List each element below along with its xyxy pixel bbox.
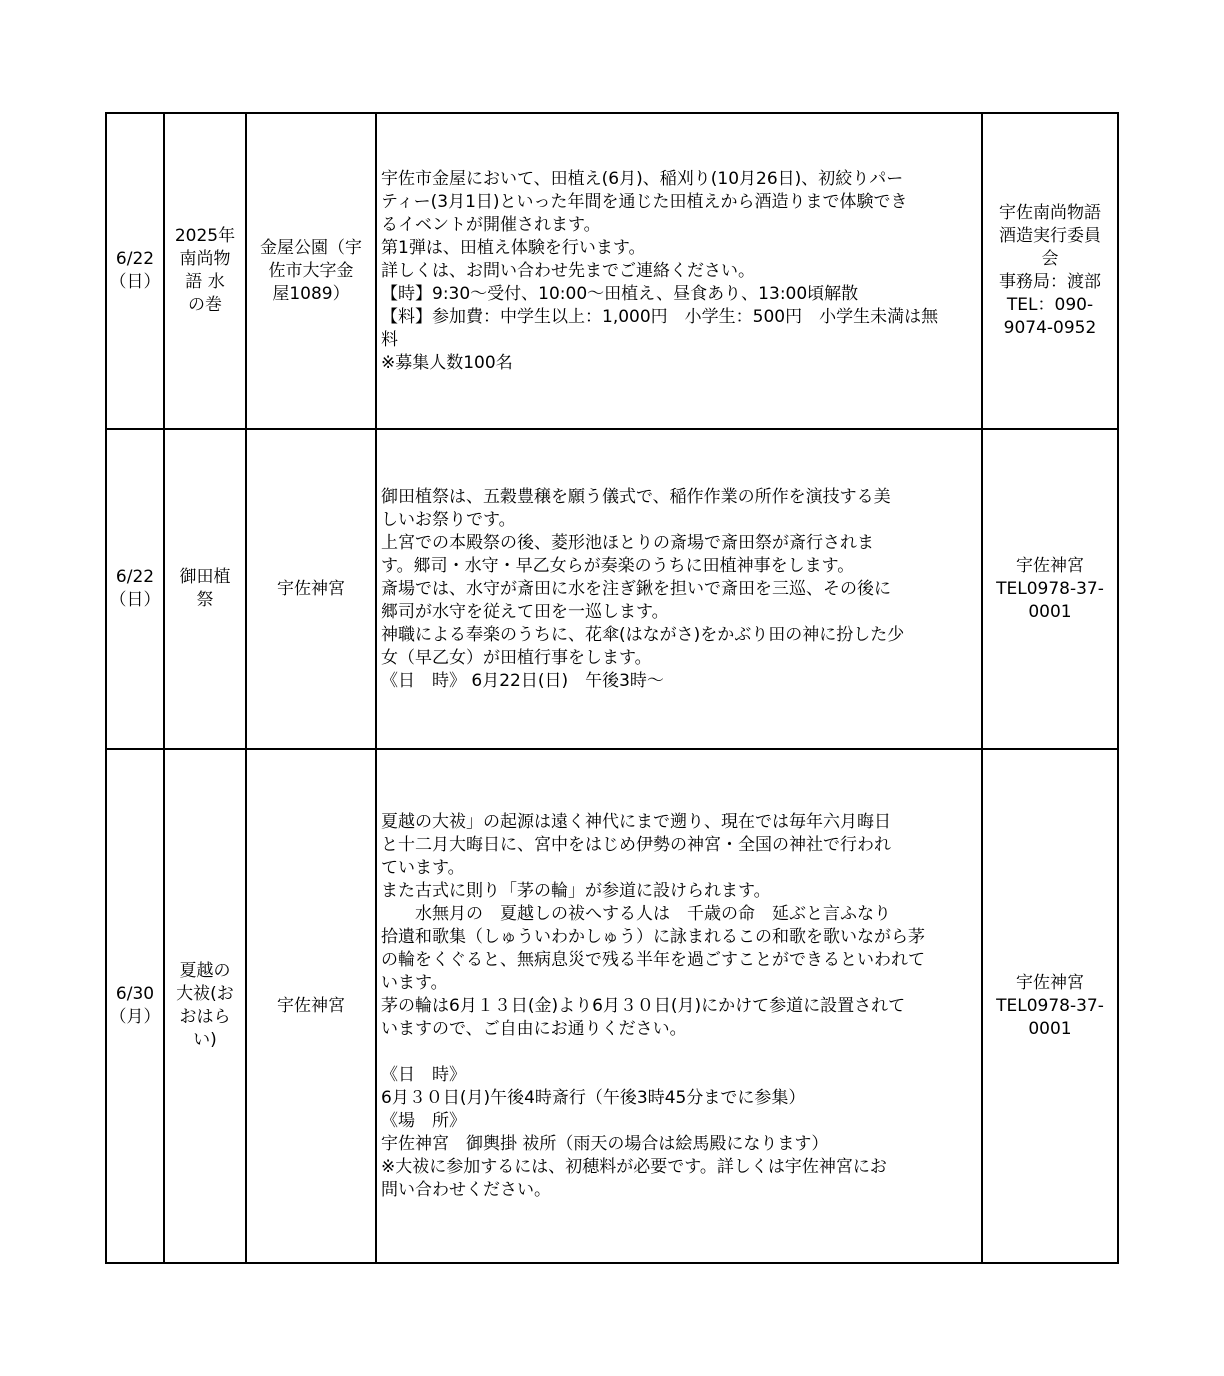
event-venue-line: 金屋公園（宇	[260, 237, 362, 258]
event-name-line: おはら	[179, 1007, 231, 1027]
event-detail-line: 夏越の大祓」の起源は遠く神代にまで遡り、現在では毎年六月晦日	[381, 811, 891, 832]
event-detail-line: 宇佐市金屋において、田植え(6月)、稲刈り(10月26日)、初絞りパー	[381, 168, 904, 189]
event-detail-line: 拾遺和歌集（しゅういわかしゅう）に詠まれるこの和歌を歌いながら茅	[381, 926, 925, 947]
event-detail-line: いますので、ご自由にお通りください。	[381, 1018, 687, 1039]
event-detail-line: 第1弾は、田植え体験を行います。	[381, 237, 646, 258]
event-detail-line	[381, 1041, 977, 1064]
event-name-line: 語 水	[185, 272, 225, 292]
event-venue-line: 屋1089）	[272, 283, 350, 304]
event-row	[106, 749, 1118, 1263]
event-detail-line: と十二月大晦日に、宮中をはじめ伊勢の神宮・全国の神社で行われ	[381, 834, 891, 855]
event-detail-line: また古式に則り「茅の輪」が参道に設けられます。	[381, 880, 771, 901]
event-detail-line: ※募集人数100名	[381, 352, 513, 373]
event-detail-line: 《日 時》	[381, 1064, 466, 1085]
event-detail-cell	[376, 113, 982, 429]
event-contact-cell	[982, 113, 1118, 429]
event-detail-cell	[376, 429, 982, 749]
event-detail-line: ※大祓に参加するには、初穂料が必要です。詳しくは宇佐神宮にお	[381, 1156, 887, 1177]
event-detail-line: 茅の輪は6月１３日(金)より6月３０日(月)にかけて参道に設置されて	[381, 995, 906, 1016]
event-detail-line: しいお祭りです。	[381, 509, 516, 530]
event-name-cell	[164, 429, 246, 749]
event-name-line: 2025年	[174, 226, 236, 246]
event-detail-line: 郷司が水守を従えて田を一巡します。	[381, 601, 669, 622]
event-venue-cell	[246, 429, 376, 749]
event-name-line: 御田植	[179, 567, 231, 587]
event-contact-line: TEL0978-37-	[996, 578, 1104, 599]
event-contact-line: TEL：090-	[1006, 295, 1094, 315]
event-row	[106, 429, 1118, 749]
event-detail-line: 女（早乙女）が田植行事をします。	[381, 647, 652, 668]
event-contact-line: 酒造実行委員	[999, 226, 1101, 246]
events-table	[105, 112, 1119, 1264]
event-contact-line: 事務局：渡部	[999, 272, 1101, 292]
event-date: 6/30	[115, 984, 155, 1004]
event-detail-line: 斎場では、水守が斎田に水を注ぎ鍬を担いで斎田を三巡、その後に	[381, 578, 891, 599]
event-detail-line: 詳しくは、お問い合わせ先までご連絡ください。	[381, 260, 755, 281]
event-detail-line: 【料】参加費：中学生以上：1,000円 小学生：500円 小学生未満は無	[381, 306, 939, 327]
event-venue-cell	[246, 113, 376, 429]
event-detail-line: 神職による奉楽のうちに、花傘(はながさ)をかぶり田の神に扮した少	[381, 624, 905, 645]
event-contact-line: 9074-0952	[1003, 318, 1097, 338]
event-date: 6/22	[115, 567, 155, 587]
event-contact-line: 宇佐南尚物語	[999, 203, 1101, 223]
event-contact-line: 宇佐神宮	[1016, 555, 1084, 576]
event-detail-line: 《日 時》 6月22日(日) 午後3時～	[381, 670, 664, 691]
event-contact-line: 0001	[1028, 1018, 1072, 1039]
event-detail-line: ています。	[381, 857, 465, 878]
event-venue-line: 宇佐神宮	[277, 578, 345, 599]
event-date-cell	[106, 749, 164, 1263]
event-detail-line: 水無月の 夏越しの祓へする人は 千歳の命 延ぶと言ふなり	[381, 903, 891, 924]
event-date-cell	[106, 113, 164, 429]
event-detail-line: るイベントが開催されます。	[381, 214, 601, 235]
event-weekday: （月）	[109, 1007, 161, 1027]
event-contact-cell	[982, 749, 1118, 1263]
event-date: 6/22	[115, 249, 155, 269]
event-detail-line: 【時】9:30～受付、10:00～田植え、昼食あり、13:00頃解散	[381, 283, 859, 304]
event-detail-line: ティー(3月1日)といった年間を通じた田植えから酒造りまで体験でき	[381, 191, 908, 212]
event-detail-line: す。郷司・水守・早乙女らが奏楽のうちに田植神事をします。	[381, 555, 855, 576]
event-detail-line: 《場 所》	[381, 1110, 466, 1131]
event-contact-line: TEL0978-37-	[996, 995, 1104, 1016]
event-detail-line: 宇佐神宮 御輿掛 祓所（雨天の場合は絵馬殿になります）	[381, 1133, 829, 1154]
event-row	[106, 113, 1118, 429]
event-detail-line: います。	[381, 972, 448, 993]
event-date-cell	[106, 429, 164, 749]
event-detail-line: 料	[381, 329, 398, 350]
event-name-line: 南尚物	[179, 249, 231, 269]
event-detail-line: 上宮での本殿祭の後、菱形池ほとりの斎場で斎田祭が斎行されま	[381, 532, 874, 553]
event-detail-line: 御田植祭は、五穀豊穣を願う儀式で、稲作作業の所作を演技する美	[381, 486, 891, 507]
event-detail-cell	[376, 749, 982, 1263]
event-name-line: 夏越の	[179, 961, 231, 981]
event-name-line: 祭	[196, 590, 214, 610]
event-detail-line: 6月３０日(月)午後4時斎行（午後3時45分までに参集）	[381, 1087, 806, 1108]
event-weekday: （日）	[109, 590, 161, 610]
event-detail-line: の輪をくぐると、無病息災で残る半年を過ごすことができるといわれて	[381, 949, 925, 970]
event-name-cell	[164, 113, 246, 429]
event-weekday: （日）	[109, 272, 161, 292]
event-name-cell	[164, 749, 246, 1263]
event-contact-line: 会	[1041, 249, 1059, 269]
event-contact-line: 0001	[1028, 601, 1072, 622]
event-venue-line: 佐市大字金	[268, 260, 354, 281]
event-name-line: 大祓(お	[176, 984, 234, 1004]
event-contact-cell	[982, 429, 1118, 749]
event-name-line: の巻	[188, 295, 222, 315]
event-venue-cell	[246, 749, 376, 1263]
event-detail-line: 問い合わせください。	[381, 1179, 551, 1200]
event-name-line: い)	[193, 1030, 217, 1050]
event-venue-line: 宇佐神宮	[277, 995, 345, 1016]
event-contact-line: 宇佐神宮	[1016, 972, 1084, 993]
